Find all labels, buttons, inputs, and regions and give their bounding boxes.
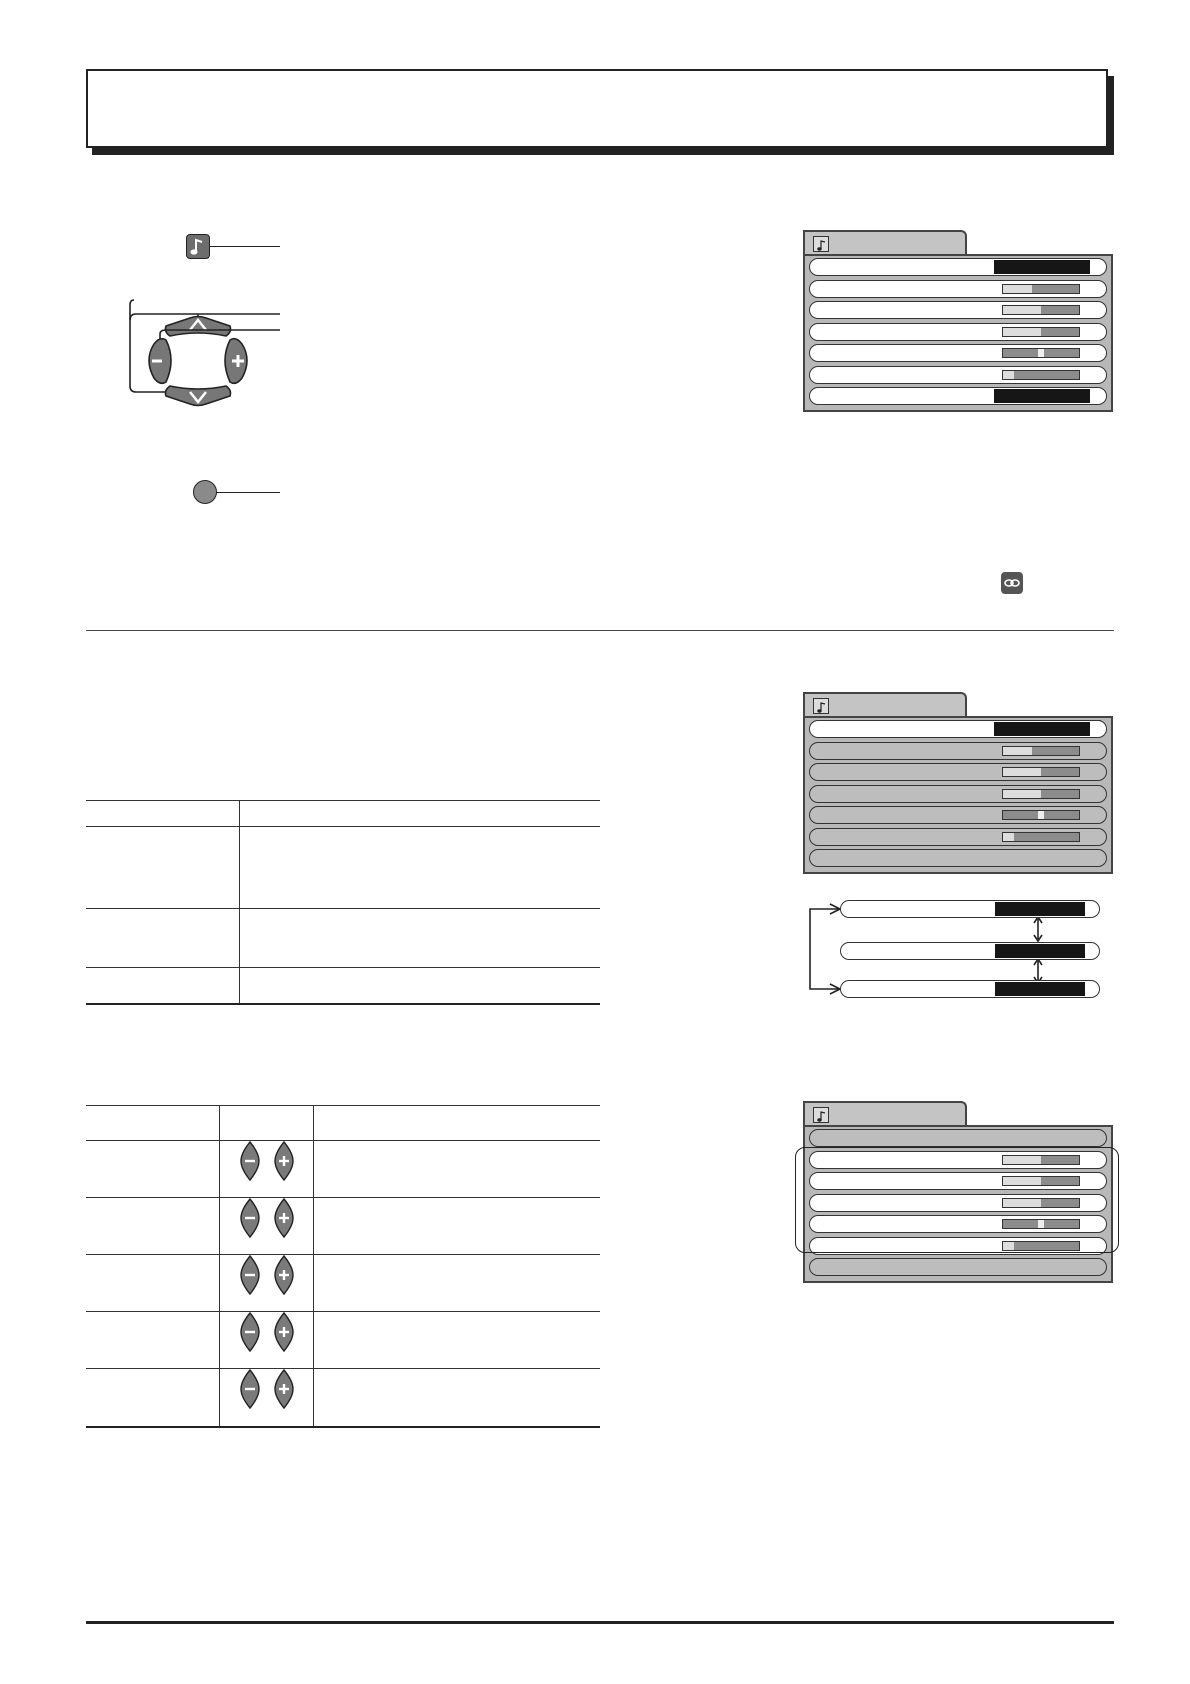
menu-row[interactable] <box>809 366 1107 384</box>
menu-row-value <box>994 260 1090 274</box>
table-1-header <box>240 801 601 827</box>
menu-row[interactable] <box>809 280 1107 298</box>
table-row <box>86 1198 600 1255</box>
footer-rule <box>86 1621 1114 1624</box>
menu-row-value <box>994 722 1090 736</box>
minus-key-icon[interactable] <box>239 1198 261 1241</box>
round-button[interactable] <box>193 480 217 504</box>
table-1-cell <box>86 968 240 1004</box>
level-bar-fill <box>1003 285 1032 293</box>
menu-row[interactable] <box>809 785 1107 803</box>
sound-menu-2-tab <box>803 692 967 718</box>
cursor-keys <box>130 300 300 410</box>
level-bar[interactable] <box>1002 832 1080 842</box>
menu-row[interactable] <box>809 742 1107 760</box>
table-1-cell <box>240 909 601 968</box>
mode-option[interactable] <box>840 942 1100 960</box>
sound-menu-3-tab <box>803 1101 967 1127</box>
section-divider <box>86 630 1114 631</box>
level-bar-fill <box>1003 833 1014 841</box>
level-bar[interactable] <box>1002 789 1080 799</box>
minus-key-icon[interactable] <box>239 1369 261 1412</box>
minus-key-icon[interactable] <box>239 1312 261 1355</box>
menu-row[interactable] <box>809 323 1107 341</box>
level-bar-fill <box>1003 306 1041 314</box>
table-row <box>86 1141 600 1198</box>
level-bar-fill <box>1003 371 1014 379</box>
level-bar[interactable] <box>1002 327 1080 337</box>
round-button-leader <box>216 492 280 493</box>
menu-row[interactable] <box>809 828 1107 846</box>
menu-row[interactable] <box>809 763 1107 781</box>
table-row <box>86 1255 600 1312</box>
sound-menu-2 <box>803 692 1113 874</box>
level-bar-fill <box>1003 768 1041 776</box>
menu-row[interactable] <box>809 387 1107 405</box>
table-1 <box>86 800 600 1005</box>
table-2-header <box>220 1106 314 1141</box>
sound-button-leader <box>210 246 280 247</box>
sound-menu-3 <box>803 1101 1113 1283</box>
plus-key-icon[interactable] <box>273 1312 295 1355</box>
menu-row[interactable] <box>809 1258 1107 1276</box>
music-note-icon <box>186 234 210 259</box>
level-bar[interactable] <box>1002 305 1080 315</box>
menu-row[interactable] <box>809 849 1107 867</box>
table-2-header <box>314 1106 601 1141</box>
table-1-cell <box>86 909 240 968</box>
level-bar-fill <box>1003 328 1041 336</box>
table-1-header <box>86 801 240 827</box>
table-1-cell <box>240 827 601 909</box>
music-note-icon <box>813 1107 829 1123</box>
plus-key-icon[interactable] <box>273 1369 295 1412</box>
level-bar-fill <box>1003 747 1032 755</box>
balance-bar[interactable] <box>1002 348 1080 358</box>
minus-key-icon[interactable] <box>239 1141 261 1184</box>
level-bar[interactable] <box>1002 370 1080 380</box>
mode-option-value <box>995 944 1085 958</box>
table-1-cell <box>86 827 240 909</box>
balance-bar[interactable] <box>1002 810 1080 820</box>
table-2-header <box>86 1106 220 1141</box>
table-row <box>86 1369 600 1427</box>
plus-key-icon[interactable] <box>273 1255 295 1298</box>
balance-marker <box>1038 349 1044 357</box>
mode-cycle <box>808 895 1108 1007</box>
level-bar[interactable] <box>1002 767 1080 777</box>
menu-row[interactable] <box>809 720 1107 738</box>
mode-option-value <box>995 982 1085 996</box>
sound-button[interactable] <box>186 234 210 259</box>
selection-bracket <box>795 1147 1119 1253</box>
menu-row-value <box>994 389 1090 403</box>
level-bar[interactable] <box>1002 746 1080 756</box>
plus-key-icon[interactable] <box>273 1198 295 1241</box>
balance-marker <box>1038 811 1044 819</box>
menu-row[interactable] <box>809 344 1107 362</box>
sound-menu-1 <box>803 230 1113 412</box>
sound-menu-1-tab <box>803 230 967 256</box>
table-2 <box>86 1105 600 1428</box>
menu-row[interactable] <box>809 258 1107 276</box>
mode-option[interactable] <box>840 980 1100 998</box>
page-title <box>86 69 1108 148</box>
table-row <box>86 1312 600 1369</box>
menu-row[interactable] <box>809 806 1107 824</box>
menu-row[interactable] <box>809 1129 1107 1147</box>
minus-key-icon[interactable] <box>239 1255 261 1298</box>
mode-option-value <box>995 902 1085 916</box>
menu-row[interactable] <box>809 301 1107 319</box>
link-icon <box>1001 572 1023 594</box>
plus-key-icon[interactable] <box>273 1141 295 1184</box>
mode-option[interactable] <box>840 900 1100 918</box>
music-note-icon <box>813 698 829 714</box>
music-note-icon <box>813 236 829 252</box>
level-bar[interactable] <box>1002 284 1080 294</box>
table-1-cell <box>240 968 601 1004</box>
level-bar-fill <box>1003 790 1041 798</box>
